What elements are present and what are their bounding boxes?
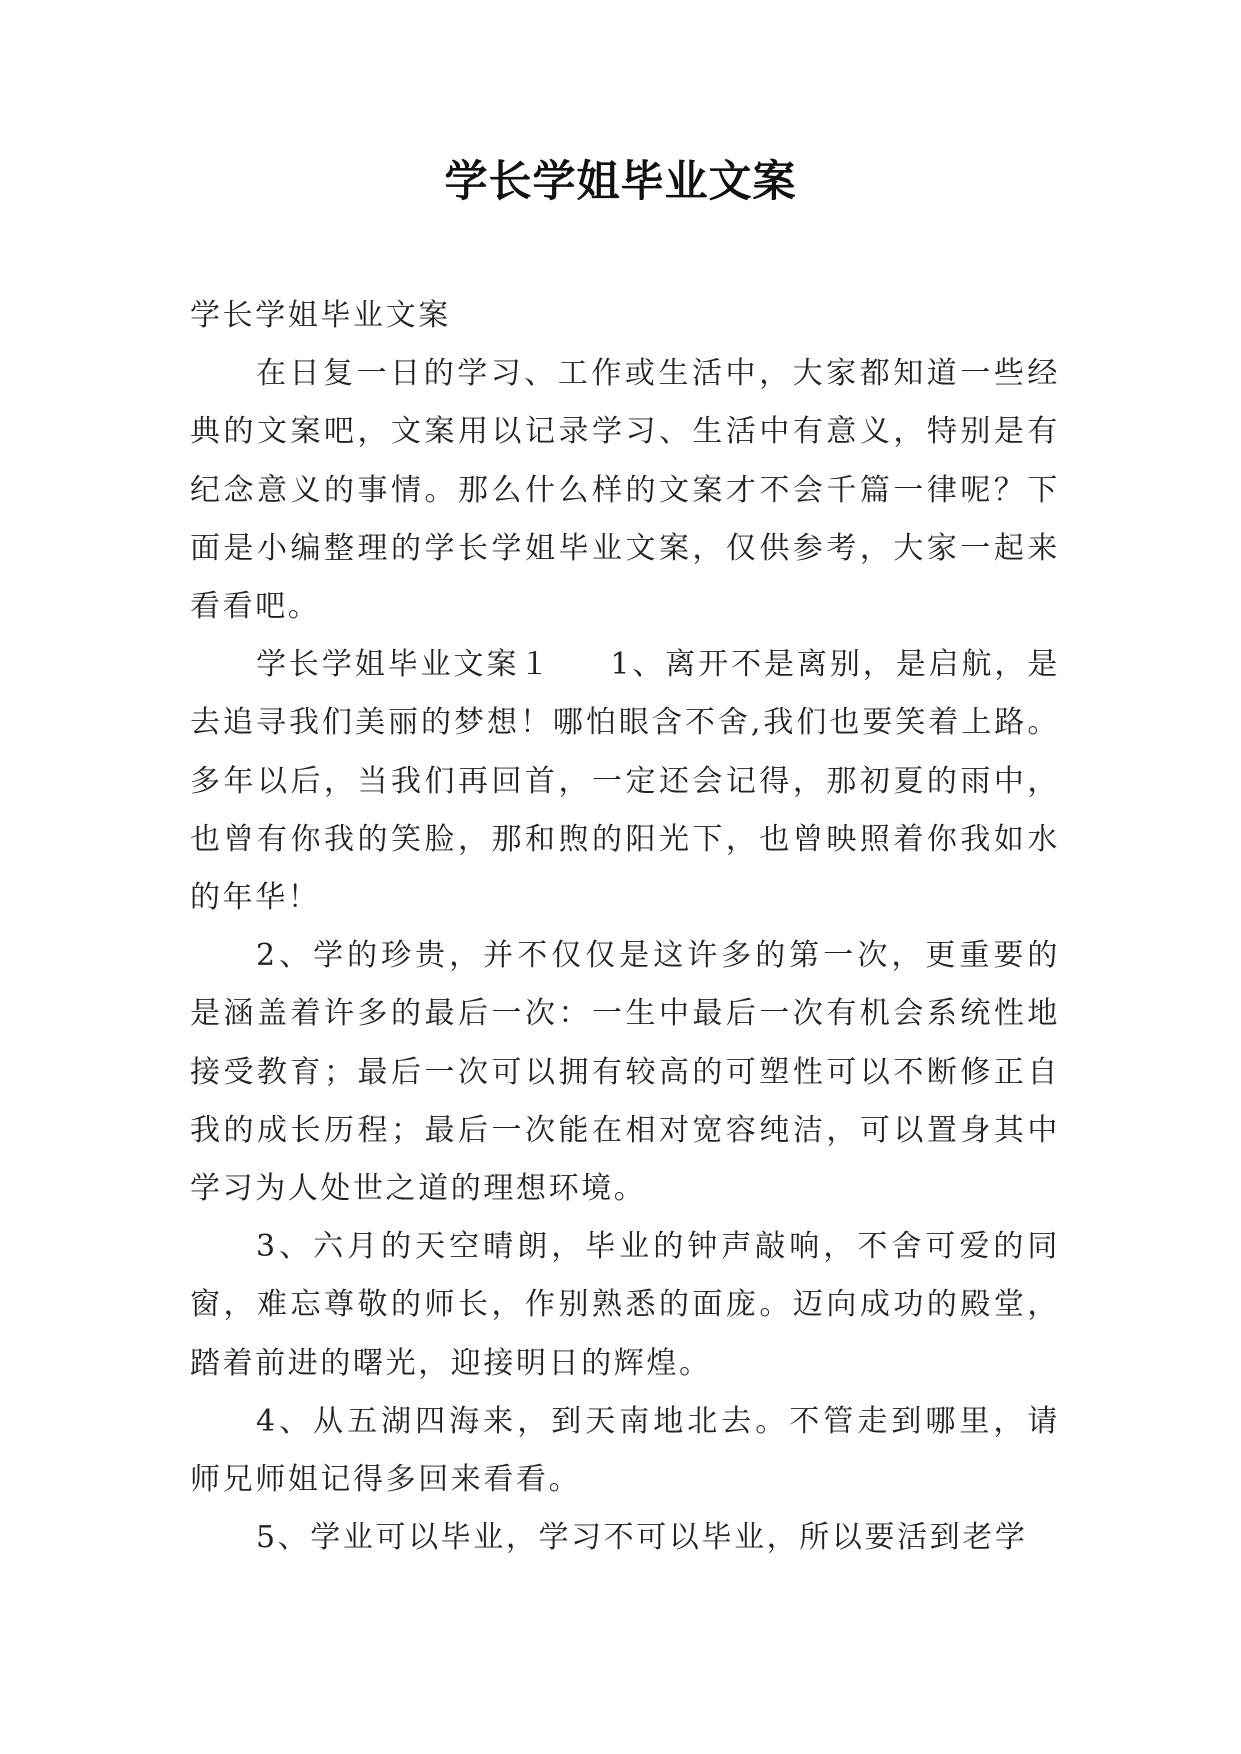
item-2: 2、学的珍贵，并不仅仅是这许多的第一次，更重要的是涵盖着许多的最后一次：一生中最后一次有机会系统性地接受教育；最后一次可以拥有较高的可塑性可以不断修正自我的成长历程；最后一次能在相对宽容纯洁，可以置身其中学习为人处世之道的理想环境。 (190, 938, 1060, 1207)
item-1: 1、离开不是离别，是启航，是去追寻我们美丽的梦想！哪怕眼含不舍,我们也要笑着上路。多年以后，当我们再回首，一定还会记得，那初夏的雨中，也曾有你我的笑脸，那和煦的阳光下，也曾映照着你我如水的年华！ (190, 647, 1060, 916)
item-5: 5、学业可以毕业，学习不可以毕业，所以要活到老学 (256, 1520, 1028, 1556)
intro-paragraph: 在日复一日的学习、工作或生活中，大家都知道一些经典的文案吧，文案用以记录学习、生活中有意义，特别是有纪念意义的事情。那么什么样的文案才不会千篇一律呢？下面是小编整理的学长学姐毕业文案，仅供参考，大家一起来看看吧。 (190, 356, 1060, 625)
item-3: 3、六月的天空晴朗，毕业的钟声敲响，不舍可爱的同窗，难忘尊敬的师长，作别熟悉的面庞。迈向成功的殿堂，踏着前进的曙光，迎接明日的辉煌。 (190, 1229, 1060, 1381)
document-body (190, 287, 1060, 1567)
item-4: 4、从五湖四海来，到天南地北去。不管走到哪里，请师兄师姐记得多回来看看。 (190, 1403, 1060, 1498)
section-heading: 学长学姐毕业文案１ (256, 647, 553, 683)
document-title: 学长学姐毕业文案 (444, 157, 797, 207)
document-subtitle: 学长学姐毕业文案 (190, 298, 451, 333)
section-paragraph (190, 636, 1060, 927)
